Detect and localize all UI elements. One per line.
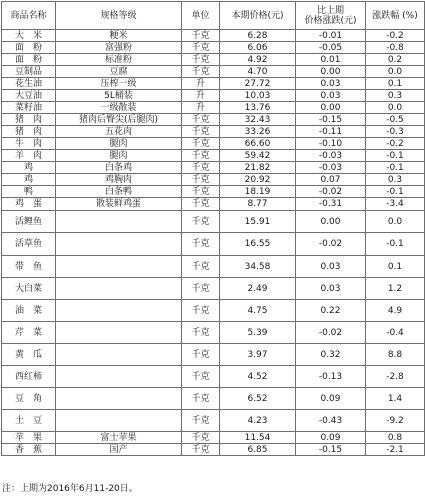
header-pct: 涨跌幅 (%) [366,2,425,30]
table-row [2,174,425,186]
table-row [2,126,425,138]
cell-spec [56,233,182,256]
cell-change: 0.00 [296,102,366,114]
cell-pct: -0.2 [366,138,425,150]
cell-name: 牛 肉 [2,138,56,150]
cell-change: 0.22 [296,300,366,322]
cell-name: 鸡 [2,162,56,174]
cell-pct: -9.2 [366,410,425,432]
header-price: 本期价格(元) [220,2,296,30]
cell-price: 32.43 [220,114,296,126]
cell-pct: -0.5 [366,114,425,126]
cell-name: 芹 菜 [2,322,56,344]
cell-spec [56,278,182,300]
table-row [2,114,425,126]
price-table [1,1,425,456]
cell-pct: -0.4 [366,322,425,344]
cell-spec: 5L桶装 [56,90,182,102]
table-row [2,278,425,300]
cell-name: 豆 角 [2,388,56,410]
cell-spec: 国产 [56,444,182,456]
cell-spec [56,322,182,344]
cell-name: 香 蕉 [2,444,56,456]
header-change [296,2,366,30]
cell-price: 8.77 [220,198,296,211]
cell-change: -0.03 [296,150,366,162]
footnote: 注：上期为2016年6月11-20日。 [2,484,138,494]
table-row [2,186,425,198]
cell-name: 西红柿 [2,366,56,388]
cell-change: 0.32 [296,344,366,366]
cell-change: -0.11 [296,126,366,138]
table-row [2,66,425,78]
cell-price: 3.97 [220,344,296,366]
table-row [2,54,425,66]
cell-pct: 0.8 [366,432,425,444]
cell-spec: 富士苹果 [56,432,182,444]
cell-name: 大 米 [2,30,56,42]
cell-change: 0.09 [296,388,366,410]
cell-change: -0.02 [296,233,366,256]
cell-unit: 千克 [182,233,220,256]
cell-unit: 千克 [182,126,220,138]
cell-spec: 散装鲜鸡蛋 [56,198,182,211]
cell-spec [56,410,182,432]
header-change-line2: 价格涨跌(元) [304,15,357,26]
cell-spec: 白条鸭 [56,186,182,198]
cell-name: 活鲤鱼 [2,211,56,233]
table-row [2,150,425,162]
cell-change: 0.03 [296,278,366,300]
cell-price: 59.42 [220,150,296,162]
cell-unit: 千克 [182,388,220,410]
table-row [2,30,425,42]
cell-name: 鸡 [2,174,56,186]
cell-pct: -0.2 [366,30,425,42]
cell-pct: -0.1 [366,150,425,162]
cell-change: 0.09 [296,432,366,444]
table-row [2,300,425,322]
cell-spec: 五花肉 [56,126,182,138]
cell-price: 18.19 [220,186,296,198]
cell-name: 猪 肉 [2,126,56,138]
cell-unit: 千克 [182,42,220,54]
table-row [2,102,425,114]
cell-spec: 富强粉 [56,42,182,54]
table-row [2,256,425,278]
cell-spec [56,211,182,233]
cell-spec [56,300,182,322]
header-row [2,2,425,30]
table-row [2,162,425,174]
cell-price: 33.26 [220,126,296,138]
cell-spec: 白条鸡 [56,162,182,174]
cell-unit: 千克 [182,138,220,150]
cell-spec: 猪肉后臀尖(后腿肉) [56,114,182,126]
cell-price: 4.23 [220,410,296,432]
cell-pct: 0.1 [366,256,425,278]
cell-name: 豆制品 [2,66,56,78]
cell-change: -0.31 [296,198,366,211]
header-unit: 单位 [182,2,220,30]
cell-change: -0.03 [296,162,366,174]
cell-price: 4.92 [220,54,296,66]
cell-name: 面 粉 [2,54,56,66]
table-row [2,432,425,444]
cell-price: 6.28 [220,30,296,42]
cell-name: 面 粉 [2,42,56,54]
cell-unit: 千克 [182,278,220,300]
cell-price: 4.52 [220,366,296,388]
cell-unit: 千克 [182,30,220,42]
cell-pct: -0.1 [366,233,425,256]
cell-spec: 豆腐 [56,66,182,78]
cell-price: 10.03 [220,90,296,102]
cell-price: 6.85 [220,444,296,456]
cell-name: 羊 肉 [2,150,56,162]
cell-unit: 千克 [182,256,220,278]
cell-price: 15.91 [220,211,296,233]
cell-unit: 千克 [182,410,220,432]
cell-pct: 0.1 [366,78,425,90]
table-row [2,78,425,90]
cell-change: -0.15 [296,114,366,126]
cell-price: 11.54 [220,432,296,444]
table-row [2,410,425,432]
cell-price: 2.49 [220,278,296,300]
cell-pct: -0.8 [366,42,425,54]
table-row [2,366,425,388]
cell-unit: 千克 [182,322,220,344]
cell-pct: 0.0 [366,66,425,78]
cell-name: 活草鱼 [2,233,56,256]
cell-pct: 1.4 [366,388,425,410]
cell-price: 34.58 [220,256,296,278]
cell-pct: 0.0 [366,211,425,233]
cell-pct: -0.1 [366,162,425,174]
cell-name: 菜籽油 [2,102,56,114]
cell-pct: 4.9 [366,300,425,322]
cell-name: 苹 果 [2,432,56,444]
cell-change: -0.02 [296,322,366,344]
cell-unit: 千克 [182,66,220,78]
cell-pct: -2.1 [366,444,425,456]
cell-price: 4.70 [220,66,296,78]
cell-change: -0.13 [296,366,366,388]
table-row [2,90,425,102]
cell-change: -0.02 [296,186,366,198]
table-row [2,211,425,233]
cell-pct: 1.2 [366,278,425,300]
cell-pct: 0.2 [366,54,425,66]
cell-unit: 千克 [182,344,220,366]
cell-price: 27.72 [220,78,296,90]
cell-name: 鸡 蛋 [2,198,56,211]
header-spec: 规格等级 [56,2,182,30]
cell-spec: 标准粉 [56,54,182,66]
cell-price: 4.75 [220,300,296,322]
header-name: 商品名称 [2,2,56,30]
cell-price: 66.60 [220,138,296,150]
table-row [2,388,425,410]
cell-pct: 0.3 [366,174,425,186]
cell-spec: 腿肉 [56,150,182,162]
cell-pct: 0.0 [366,102,425,114]
cell-pct: -0.3 [366,126,425,138]
cell-change: 0.07 [296,174,366,186]
cell-change: -0.01 [296,30,366,42]
cell-spec: 粳米 [56,30,182,42]
cell-unit: 千克 [182,186,220,198]
cell-spec: 压榨一级 [56,78,182,90]
cell-unit: 千克 [182,432,220,444]
cell-change: -0.43 [296,410,366,432]
cell-unit: 千克 [182,300,220,322]
cell-name: 大豆油 [2,90,56,102]
cell-price: 16.55 [220,233,296,256]
table-row [2,138,425,150]
cell-unit: 千克 [182,114,220,126]
table-row [2,322,425,344]
cell-name: 花生油 [2,78,56,90]
cell-unit: 升 [182,90,220,102]
cell-name: 猪 肉 [2,114,56,126]
cell-name: 鸭 [2,186,56,198]
cell-change: 0.01 [296,54,366,66]
cell-name: 黄 瓜 [2,344,56,366]
header-change-line1: 比上期 [316,5,344,16]
cell-price: 6.52 [220,388,296,410]
table-row [2,233,425,256]
cell-price: 21.82 [220,162,296,174]
cell-unit: 升 [182,102,220,114]
cell-change: -0.10 [296,138,366,150]
cell-unit: 千克 [182,211,220,233]
cell-unit: 千克 [182,366,220,388]
cell-change: 0.03 [296,78,366,90]
cell-spec: 一级散装 [56,102,182,114]
cell-spec [56,366,182,388]
cell-change: 0.03 [296,256,366,278]
cell-spec [56,256,182,278]
cell-change: 0.00 [296,66,366,78]
cell-unit: 千克 [182,198,220,211]
cell-change: -0.05 [296,42,366,54]
cell-name: 大白菜 [2,278,56,300]
cell-name: 带 鱼 [2,256,56,278]
cell-unit: 千克 [182,162,220,174]
cell-change: 0.03 [296,90,366,102]
cell-change: -0.15 [296,444,366,456]
cell-price: 20.92 [220,174,296,186]
table-row [2,444,425,456]
cell-unit: 千克 [182,54,220,66]
cell-unit: 千克 [182,150,220,162]
cell-pct: 8.8 [366,344,425,366]
cell-unit: 升 [182,78,220,90]
cell-unit: 千克 [182,174,220,186]
table-row [2,42,425,54]
cell-spec [56,388,182,410]
table-row [2,198,425,211]
cell-spec: 鸡胸肉 [56,174,182,186]
cell-price: 13.76 [220,102,296,114]
cell-pct: -2.8 [366,366,425,388]
cell-name: 油 菜 [2,300,56,322]
cell-spec: 腿肉 [56,138,182,150]
cell-price: 5.39 [220,322,296,344]
cell-change: 0.00 [296,211,366,233]
cell-unit: 千克 [182,444,220,456]
table-row [2,344,425,366]
cell-spec [56,344,182,366]
cell-name: 土 豆 [2,410,56,432]
cell-pct: -3.4 [366,198,425,211]
cell-pct: 0.3 [366,90,425,102]
cell-price: 6.06 [220,42,296,54]
cell-pct: -0.1 [366,186,425,198]
